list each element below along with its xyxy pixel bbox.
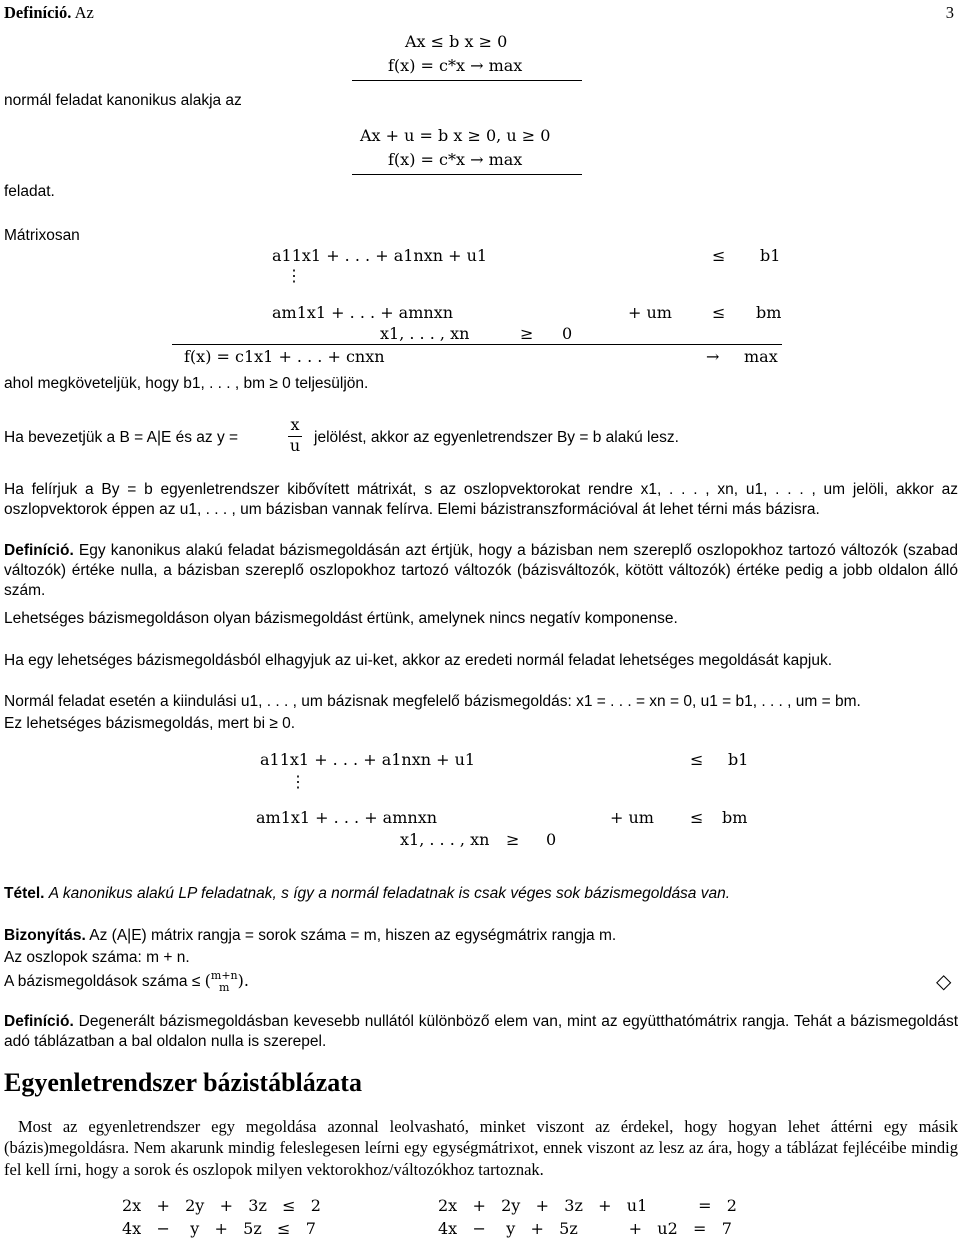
definition-2 <box>4 1012 958 1052</box>
system-right-row-1: 2x + 2y + 3z + u1 = 2 <box>438 1196 737 1215</box>
canon-row-1: Ax ≤ b x ≥ 0 <box>405 32 508 51</box>
section-text: Most az egyenletrendszer egy megoldása azonnal leolvasható, minket viszont az érdekel, hogy hogyan lehet áttérni egy másik (bázis)megoldásra. Nem akarunk mindig feleslegesen leírni egy egységmátrixot, ennek viszont az lesz az ára, hogy a táblázat fejlécéibe mindig fel kell írni, hogy a sorok és oszlopok milyen vektorokhoz/változókhoz tartoznak. <box>4 1117 958 1179</box>
matrix2-row-2-rel: ≤ <box>690 808 704 827</box>
fraction-bottom: u <box>289 435 301 455</box>
matrix2-row-2: am1x1 + . . . + amnxn <box>256 808 438 827</box>
matrix1-row-1-rel: ≤ <box>712 246 726 265</box>
fraction-top: x <box>290 415 300 434</box>
matrix2-dots: ⋮ <box>290 772 306 791</box>
matrix2-row-3-rhs: 0 <box>546 830 557 849</box>
definition-1-text2: Lehetséges bázismegoldáson olyan bázismegoldást értünk, amelynek nincs negatív komponense. <box>4 610 678 627</box>
theorem <box>4 884 958 904</box>
matrix2-row-1-rhs: b1 <box>728 750 749 769</box>
header-line <box>4 2 94 23</box>
matrix1-row-2-u: + um <box>628 303 672 322</box>
label-feladat: feladat. <box>4 183 55 200</box>
proof-line-1-text: Az (A|E) mátrix rangja = sorok száma = m, hiszen az egységmátrix rangja m. <box>89 927 617 944</box>
header-title-rest: Az <box>71 3 94 22</box>
header-title: Definíció. <box>4 3 72 22</box>
paragraph-normal-line1: Normál feladat esetén a kiindulási u1, . . . , um bázisnak megfelelő bázismegoldás: x1 = . . . = xn = 0, u1 = b1, . . . , um = bm. <box>4 693 861 710</box>
theorem-text: A kanonikus alakú LP feladatnak, s így a normál feladatnak is csak véges sok bázismegoldása van. <box>48 885 731 902</box>
matrix1-row-2-rhs: bm <box>756 303 782 322</box>
definition-1-label: Definíció. <box>4 542 74 559</box>
matrix1-row-3: x1, . . . , xn <box>380 324 470 343</box>
label-normal: normál feladat kanonikus alakja az <box>4 92 242 109</box>
intro-post: jelölést, akkor az egyenletrendszer By = b alakú lesz. <box>314 429 679 446</box>
matrix1-row-1: a11x1 + . . . + a1nxn + u1 <box>272 246 488 265</box>
matrix2-row-2-u: + um <box>610 808 654 827</box>
canon-rule-1 <box>352 80 582 81</box>
system-right-row-2: 4x − y + 5z + u2 = 7 <box>438 1219 732 1238</box>
matrix1-row-2: am1x1 + . . . + amnxn <box>272 303 454 322</box>
label-matrixosan: Mátrixosan <box>4 227 80 244</box>
matrix1-row-1-rhs: b1 <box>760 246 781 265</box>
proof-line-3: A bázismegoldások száma ≤ ( m+n m ). <box>4 969 249 995</box>
matrix2-row-3-rel: ≥ <box>506 830 520 849</box>
definition-2-text: Degenerált bázismegoldásban kevesebb nullától különböző elem van, mint az együtthatómátrix rangja. Tehát a bázismegoldást adó táblázatban a bal oldalon nulla is szerepel. <box>4 1013 958 1051</box>
matrix2-row-1: a11x1 + . . . + a1nxn + u1 <box>260 750 476 769</box>
binomial <box>211 970 238 994</box>
matrix1-dots: ⋮ <box>286 266 302 285</box>
intro-fraction <box>288 416 302 454</box>
definition-1-text: Egy kanonikus alakú feladat bázismegoldásán azt értjük, hogy a bázisban nem szereplő oszlopokhoz tartozó változók (szabad változók) értéke nulla, a bázisban szereplő oszlopokhoz tartozó változók (bázisváltozók, kötött változók) értéke pedig a jobb oldalon álló szám. <box>4 542 958 600</box>
canon-rule-2 <box>352 174 582 175</box>
matrix1-row-4-arrow: → <box>706 347 720 366</box>
proof-line-1 <box>4 926 958 946</box>
proof-line-3-text: A bázismegoldások száma ≤ <box>4 973 205 991</box>
paragraph-normal-line2: Ez lehetséges bázismegoldás, mert bi ≥ 0. <box>4 715 296 732</box>
paragraph-felirjuk: Ha felírjuk a By = b egyenletrendszer kibővített mátrixát, s az oszlopvektorokat rendre x1, . . . , xn, u1, . . . , um jelöli, akkor az oszlopvektorok éppen az u1, . . . , um bázisban vannak felírva. Elemi bázistranszformációval át lehet térni más bázisra. <box>4 481 958 519</box>
paragraph-elhagy: Ha egy lehetséges bázismegoldásból elhagyjuk az ui-ket, akkor az eredeti normál feladat lehetséges megoldását kapjuk. <box>4 652 833 669</box>
matrix1-condition: ahol megköveteljük, hogy b1, . . . , bm ≥ 0 teljesüljön. <box>4 375 369 392</box>
matrix1-row-4: f(x) = c1x1 + . . . + cnxn <box>184 347 385 366</box>
matrix1-row-2-rel: ≤ <box>712 303 726 322</box>
section-heading: Egyenletrendszer bázistáblázata <box>4 1068 362 1097</box>
theorem-label: Tétel. <box>4 885 45 902</box>
system-left-row-2: 4x − y + 5z ≤ 7 <box>122 1219 316 1238</box>
definition-1 <box>4 541 958 601</box>
matrix1-rule <box>172 344 782 345</box>
proof-label: Bizonyítás. <box>4 927 86 944</box>
binomial-top: m+n <box>210 969 238 982</box>
proof-line-2: Az oszlopok száma: m + n. <box>4 949 190 966</box>
binomial-bottom: m <box>219 981 230 995</box>
matrix1-row-3-rel: ≥ <box>520 324 534 343</box>
matrix1-row-3-rhs: 0 <box>562 324 573 343</box>
page-number: 3 <box>945 3 954 22</box>
definition-2-label: Definíció. <box>4 1013 74 1030</box>
intro-pre: Ha bevezetjük a B = A|E és az y = <box>4 429 239 446</box>
matrix2-row-3: x1, . . . , xn <box>400 830 490 849</box>
canon-row-4: f(x) = c*x → max <box>388 150 523 169</box>
canon-row-3: Ax + u = b x ≥ 0, u ≥ 0 <box>360 126 551 145</box>
canon-row-2: f(x) = c*x → max <box>388 56 523 75</box>
qed-icon: ◇ <box>936 969 952 993</box>
matrix2-row-1-rel: ≤ <box>690 750 704 769</box>
matrix2-row-2-rhs: bm <box>722 808 748 827</box>
matrix1-row-4-rhs: max <box>744 347 778 366</box>
system-left-row-1: 2x + 2y + 3z ≤ 2 <box>122 1196 321 1215</box>
